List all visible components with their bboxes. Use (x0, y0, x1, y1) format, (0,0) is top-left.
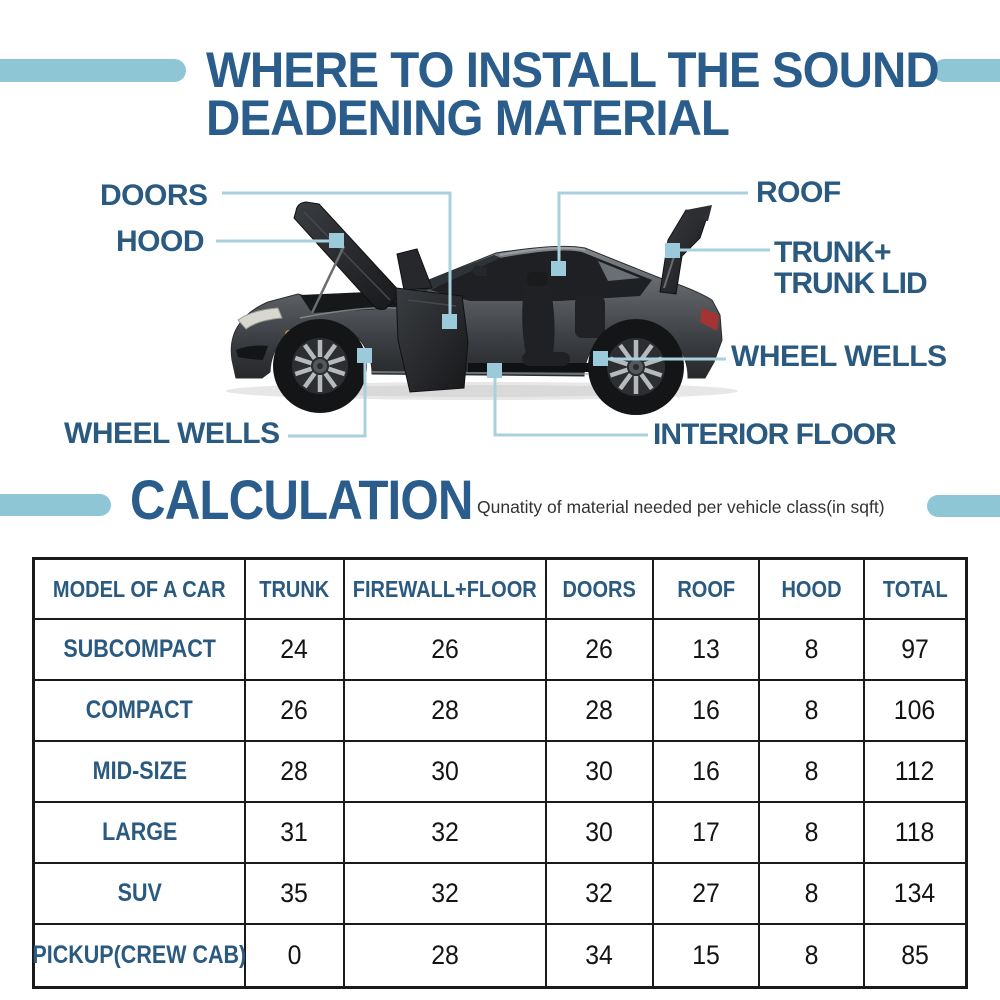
label-roof: ROOF (756, 176, 841, 209)
car-open-trunk (660, 205, 712, 294)
car-open-door (396, 249, 468, 392)
table-cell: 8 (760, 620, 865, 681)
trunk-leader-line (665, 243, 770, 258)
roof-leader-line (551, 193, 748, 276)
label-interior-floor: INTERIOR FLOOR (653, 418, 896, 451)
table-cell: 30 (547, 803, 654, 864)
hood-leader-line (216, 233, 344, 248)
header-firewall-floor: FIREWALL+FLOOR (353, 575, 537, 602)
table-cell: 32 (345, 803, 547, 864)
label-wheel-wells-left: WHEEL WELLS (64, 417, 280, 450)
car-shadow (226, 382, 738, 400)
header-total: TOTAL (882, 575, 948, 602)
table-cell: 35 (246, 864, 345, 925)
table-cell: 134 (865, 864, 965, 925)
wheel-wells-left-leader-line (288, 348, 372, 436)
page-title-line2: DEADENING MATERIAL (206, 90, 729, 146)
table-cell: 112 (865, 742, 965, 803)
table-cell: 15 (654, 925, 760, 986)
table-header-cell (345, 560, 547, 620)
table-cell: 28 (345, 925, 547, 986)
table-cell: 0 (246, 925, 345, 986)
calc-left-bar (0, 494, 111, 516)
table-cell: 28 (246, 742, 345, 803)
calculation-subtitle: Qunatity of material needed per vehicle class(in sqft) (477, 497, 885, 517)
table-row-label: LARGE (35, 803, 246, 864)
table-cell: 8 (760, 925, 865, 986)
header-hood: HOOD (781, 575, 842, 602)
label-hood: HOOD (116, 225, 204, 258)
doors-leader-line (222, 193, 457, 329)
table-cell: 26 (246, 681, 345, 742)
table-row-label: COMPACT (35, 681, 246, 742)
table-cell: 31 (246, 803, 345, 864)
table-cell: 26 (345, 620, 547, 681)
label-trunk-line2: TRUNK LID (774, 267, 927, 300)
table-header-cell (865, 560, 965, 620)
table-cell: 30 (547, 742, 654, 803)
car-open-hood (294, 202, 402, 313)
table-header-cell (760, 560, 865, 620)
title-left-bar (0, 59, 186, 82)
table-cell: 8 (760, 803, 865, 864)
table-cell: 27 (654, 864, 760, 925)
table-header-cell (246, 560, 345, 620)
table-cell: 32 (547, 864, 654, 925)
wheel-wells-right-leader-line (593, 351, 726, 366)
header-doors: DOORS (562, 575, 637, 602)
rear-wheel (588, 319, 684, 415)
table-cell: 85 (901, 940, 929, 970)
header-roof: ROOF (677, 575, 735, 602)
table-header-cell (547, 560, 654, 620)
table-cell: 24 (246, 620, 345, 681)
table-cell: 26 (547, 620, 654, 681)
table-row-label: SUV (35, 864, 246, 925)
table-cell: 8 (760, 742, 865, 803)
table-cell: 30 (345, 742, 547, 803)
table-cell: 32 (345, 864, 547, 925)
table-header-cell (654, 560, 760, 620)
car-body (231, 246, 722, 378)
label-wheel-wells-right: WHEEL WELLS (731, 340, 947, 373)
page-title (206, 42, 939, 146)
header-model: MODEL OF A CAR (53, 575, 226, 602)
table-cell: 28 (547, 681, 654, 742)
table-header-cell (35, 560, 246, 620)
interior-floor-leader-line (487, 363, 648, 435)
calc-right-bar (927, 495, 1000, 517)
table-cell: 17 (654, 803, 760, 864)
table-cell: 8 (760, 864, 865, 925)
label-trunk (774, 237, 927, 299)
table-cell: 8 (760, 681, 865, 742)
table-cell: 28 (345, 681, 547, 742)
material-quantity-table (32, 557, 968, 989)
table-cell: 118 (865, 803, 965, 864)
front-wheel (273, 319, 367, 413)
table-cell: 97 (865, 620, 965, 681)
header-trunk: TRUNK (259, 575, 330, 602)
table-cell: 16 (654, 681, 760, 742)
title-right-bar (933, 59, 1000, 82)
table-row-label: MID-SIZE (35, 742, 246, 803)
page-title-line1: WHERE TO INSTALL THE SOUND (206, 42, 939, 98)
table-cell: 16 (654, 742, 760, 803)
table-row-label: PICKUP(CREW CAB) (35, 925, 246, 986)
label-doors: DOORS (100, 179, 208, 212)
table-row-label: SUBCOMPACT (35, 620, 246, 681)
table-cell: 106 (865, 681, 965, 742)
table-cell: 34 (547, 925, 654, 986)
label-trunk-line1: TRUNK+ (774, 236, 891, 269)
table-cell: 13 (654, 620, 760, 681)
calculation-heading: CALCULATION (130, 468, 473, 531)
